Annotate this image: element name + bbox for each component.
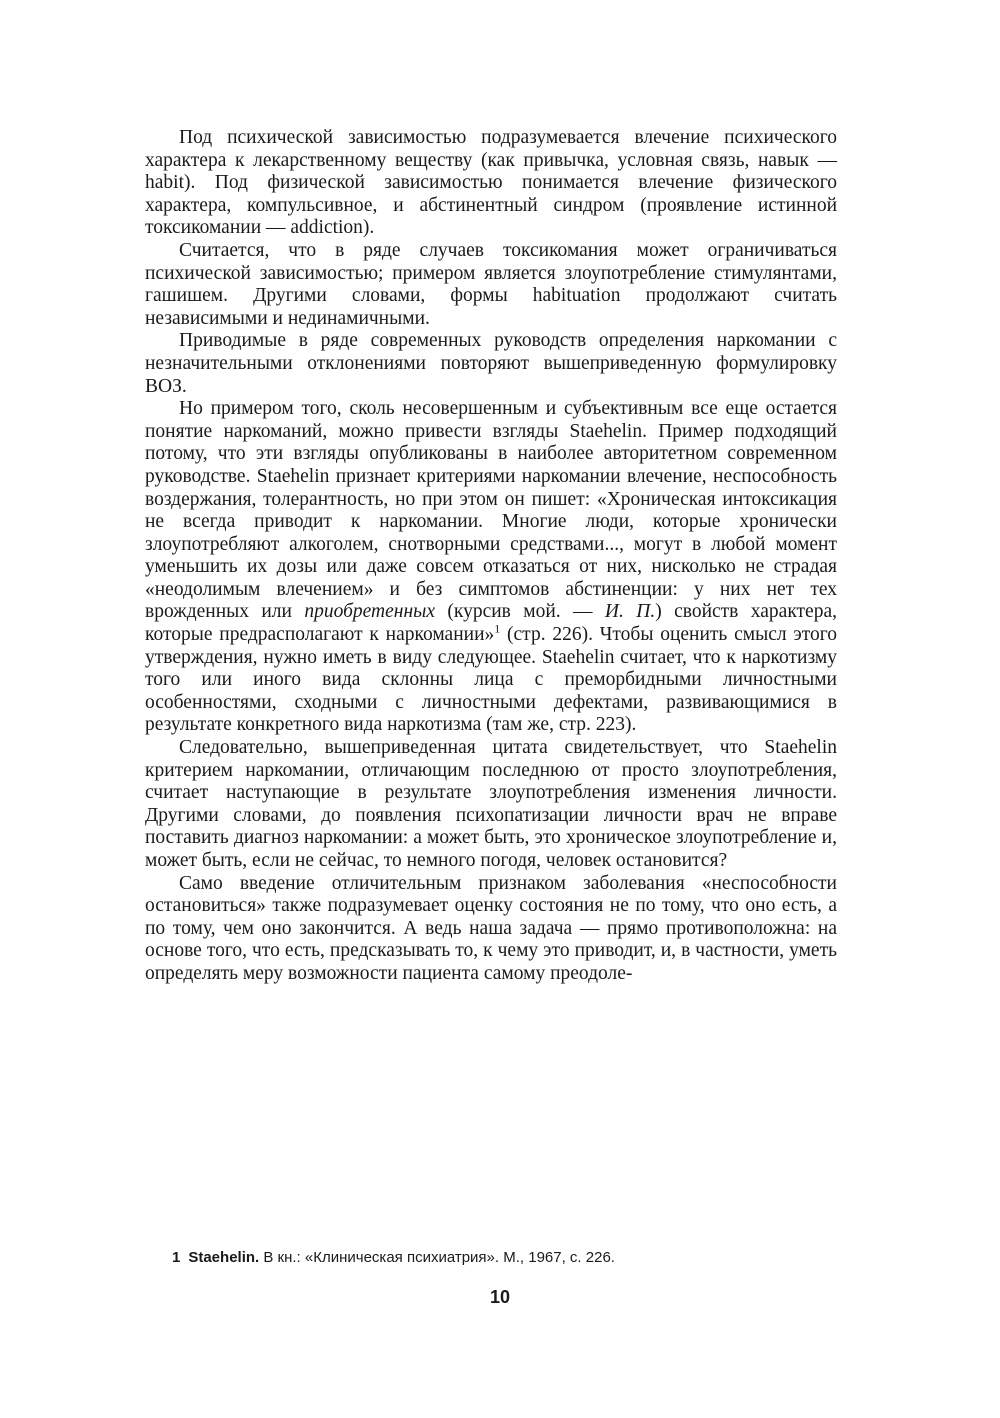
paragraph-2: Считается, что в ряде случаев токсикомания может ограничиваться психической зависимостью; примером является злоупотребление стимулянтами, гашишем. Другими словами, формы habituation продолжают считать независимыми и нединамичными.	[145, 239, 837, 329]
paragraph-6: Само введение отличительным признаком заболевания «неспособности остановиться» также подразумевает оценку состояния не по тому, что оно есть, а по тому, чем оно закончится. А ведь наша задача — прямо противоположна: на основе того, что есть, предсказывать то, к чему это приводит, и, в частности, уметь определять меру возможности пациента самому преодоле-	[145, 872, 837, 984]
author-initials: И. П.	[604, 601, 656, 623]
page-body	[145, 127, 837, 986]
paragraph-3: Приводимые в ряде современных руководств определения наркомании с незначительными отклонениями повторяют вышеприведенную формулировку ВОЗ.	[145, 330, 837, 397]
paragraph-4-text-3: ) свойств характера, которые предрасполагают к наркомании»	[145, 601, 837, 646]
footnote-text: В кн.: «Клиническая психиатрия». М., 1967, с. 226.	[259, 1249, 615, 1266]
paragraph-4-text-4: (стр. 226). Чтобы оценить смысл этого утверждения, нужно иметь в виду следующее. Staehelin считает, что к наркотизму того или иного вида склонны лица с преморбидными личностными особенностями, сходными с личностными дефектами, развивающимися в результате конкретного вида наркотизма (там же, стр. 223).	[145, 624, 837, 736]
paragraph-4	[145, 398, 837, 737]
italic-emphasis: приобретенных	[304, 601, 436, 623]
page-number: 10	[489, 1287, 511, 1307]
footnote-author: Staehelin.	[188, 1249, 260, 1266]
footnote	[172, 1249, 832, 1267]
paragraph-4-text-2: (курсив мой. —	[435, 601, 605, 623]
footnote-reference: 1	[494, 621, 501, 636]
paragraph-5: Следовательно, вышеприведенная цитата свидетельствует, что Staehelin критерием наркомании, отличающим последнюю от просто злоупотребления, считает наступающие в результате злоупотребления изменения личности. Другими словами, до появления психопатизации личности врач не вправе поставить диагноз наркомании: а может быть, это хроническое злоупотребление и, может быть, если не сейчас, то немного погодя, человек остановится?	[145, 737, 837, 871]
paragraph-1: Под психической зависимостью подразумевается влечение психического характера к лекарственному веществу (как привычка, условная связь, навык — habit). Под физической зависимостью понимается влечение физического характера, компульсивное, и абстинентный синдром (проявление истинной токсикомании — addiction).	[145, 127, 837, 239]
footnote-mark: 1	[172, 1249, 181, 1266]
paragraph-4-text-1: Но примером того, сколь несовершенным и субъективным все еще остается понятие наркоманий, можно привести взгляды Staehelin. Пример подходящий потому, что эти взгляды опубликованы в наиболее авторитетном современном руководстве. Staehelin признает критериями наркомании влечение, неспособность воздержания, толерантность, но при этом он пишет: «Хроническая интоксикация не всегда приводит к наркомании. Многие люди, которые хронически злоупотребляют алкоголем, снотворными средствами..., могут в любой момент уменьшить их дозы или даже совсем отказаться от них, нисколько не страдая «неодолимым влечением» и без симптомов абстиненции: у них нет тех врожденных или	[145, 398, 837, 623]
